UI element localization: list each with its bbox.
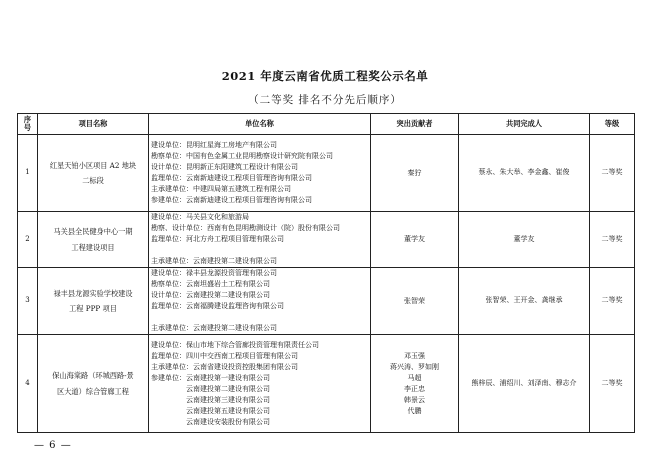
unit-line: 云南建投第二建设有限公司 (151, 384, 270, 393)
co-contributors: 蔡永、朱大举、李金鑫、崔俊 (459, 135, 590, 212)
project-name (38, 135, 149, 212)
key-contributor-name: 蒋兴涛、罗如刚 (390, 362, 439, 371)
key-contributor (371, 212, 459, 268)
award-grade: 二等奖 (590, 212, 635, 268)
co-contributors: 熊梓辰、浦绍川、刘泽南、穆志介 (459, 335, 590, 433)
key-contributor (371, 268, 459, 335)
unit-line: 建设单位：保山市地下综合管廊投资管理有限责任公司 (151, 340, 319, 349)
unit-line: 监理单位：河北方舟工程项目管理有限公司 (151, 235, 284, 243)
project-name-line1: 马关县全民健身中心一期 (53, 227, 133, 237)
header-grade: 等级 (590, 114, 635, 135)
unit-list (149, 212, 371, 268)
unit-line: 建设单位：昆明红星海工房地产有限公司 (151, 141, 277, 149)
row-number: 4 (18, 335, 38, 433)
key-contributor-name: 邓玉强 (404, 351, 425, 360)
unit-line: 参建单位：云南建投第一建设有限公司 (151, 373, 270, 382)
unit-line: 建设单位：马关县文化和旅游局 (151, 213, 249, 221)
co-contributors: 张智荣、王开金、龚继承 (459, 268, 590, 335)
key-contributor-name: 秦狞 (407, 168, 422, 177)
unit-line: 主承建单位：云南建投第二建设有限公司 (151, 324, 277, 332)
unit-line: 设计单位：云南建投第二建设有限公司 (151, 291, 270, 299)
unit-line: 主承建单位：中建四局第五建筑工程有限公司 (151, 185, 291, 193)
project-name (38, 268, 149, 335)
header-units: 单位名称 (149, 114, 371, 135)
key-contributor-name: 韩景云 (404, 395, 425, 404)
table-row (18, 335, 635, 433)
project-name-line2: 二标段 (82, 176, 104, 185)
project-name-line2: 工程建设项目 (71, 242, 115, 252)
project-name-line1: 红星天铂小区项目 A2 地块 (49, 160, 137, 170)
unit-line: 主承建单位：云南建投第二建设有限公司 (151, 257, 277, 265)
header-no-line1: 序 (23, 115, 32, 125)
header-no-line2: 号 (23, 123, 32, 132)
unit-line: 监理单位：四川中交西南工程项目管理有限公司 (151, 351, 298, 360)
key-contributor-name: 李正忠 (404, 384, 425, 393)
award-grade: 二等奖 (590, 268, 635, 335)
award-grade: 二等奖 (590, 135, 635, 212)
unit-line: 主承建单位：云南省建设投资控股集团有限公司 (151, 362, 298, 371)
key-contributor-name: 董学友 (404, 235, 425, 243)
project-name (38, 212, 149, 268)
unit-list (149, 335, 371, 433)
header-no (18, 114, 38, 135)
project-name (38, 335, 149, 433)
table-row (18, 212, 635, 268)
header-key-contributor: 突出贡献者 (371, 114, 459, 135)
table-row (18, 268, 635, 335)
row-number: 2 (18, 212, 38, 268)
unit-list (149, 268, 371, 335)
row-number: 1 (18, 135, 38, 212)
unit-line (151, 245, 368, 256)
award-grade: 二等奖 (590, 335, 635, 433)
table-header-row (18, 114, 635, 135)
row-number: 3 (18, 268, 38, 335)
unit-line: 监理单位：云南福腾建设监理咨询有限公司 (151, 302, 284, 310)
project-name-line1: 保山海棠路（环城西路-景 (52, 371, 134, 381)
header-project: 项目名称 (38, 114, 149, 135)
co-contributors: 董学友 (459, 212, 590, 268)
unit-line: 建设单位：禄丰县龙源投资管理有限公司 (151, 269, 277, 277)
unit-list (149, 135, 371, 212)
unit-line: 设计单位：昆明新正东阳建筑工程设计有限公司 (151, 163, 298, 171)
document-subtitle: （二等奖 排名不分先后顺序） (248, 94, 402, 106)
document-title: 2021 年度云南省优质工程奖公示名单 (221, 69, 429, 83)
unit-line: 参建单位：云南新迪建设工程项目管理咨询有限公司 (151, 196, 312, 204)
unit-line (151, 312, 368, 323)
unit-line: 监理单位：云南新迪建设工程项目管理咨询有限公司 (151, 174, 312, 182)
table-row (18, 135, 635, 212)
unit-line: 云南建投第五建设有限公司 (151, 406, 270, 415)
key-contributor (371, 335, 459, 433)
key-contributor-name: 张智荣 (404, 296, 425, 305)
key-contributor (371, 135, 459, 212)
unit-line: 勘察单位：云南坦盛岩土工程有限公司 (151, 280, 270, 288)
key-contributor-name: 代鹏 (407, 406, 422, 415)
unit-line: 云南建投第三建设有限公司 (151, 395, 270, 404)
project-name-line1: 禄丰县龙源实验学校建设 (53, 288, 133, 298)
unit-line: 云南建设安装股份有限公司 (151, 417, 270, 426)
project-name-line2: 工程 PPP 项目 (69, 304, 117, 313)
unit-line: 勘察、设计单位：西南有色昆明勘测设计（院）股份有限公司 (151, 224, 340, 232)
header-co-contributors: 共同完成人 (459, 114, 590, 135)
project-name-line2: 区大道）综合管廊工程 (57, 386, 129, 396)
award-table (17, 113, 635, 433)
unit-line: 勘察单位：中国有色金属工业昆明勘察设计研究院有限公司 (151, 152, 333, 160)
page-number: — 6 — (34, 440, 72, 451)
key-contributor-name: 马超 (407, 373, 422, 382)
